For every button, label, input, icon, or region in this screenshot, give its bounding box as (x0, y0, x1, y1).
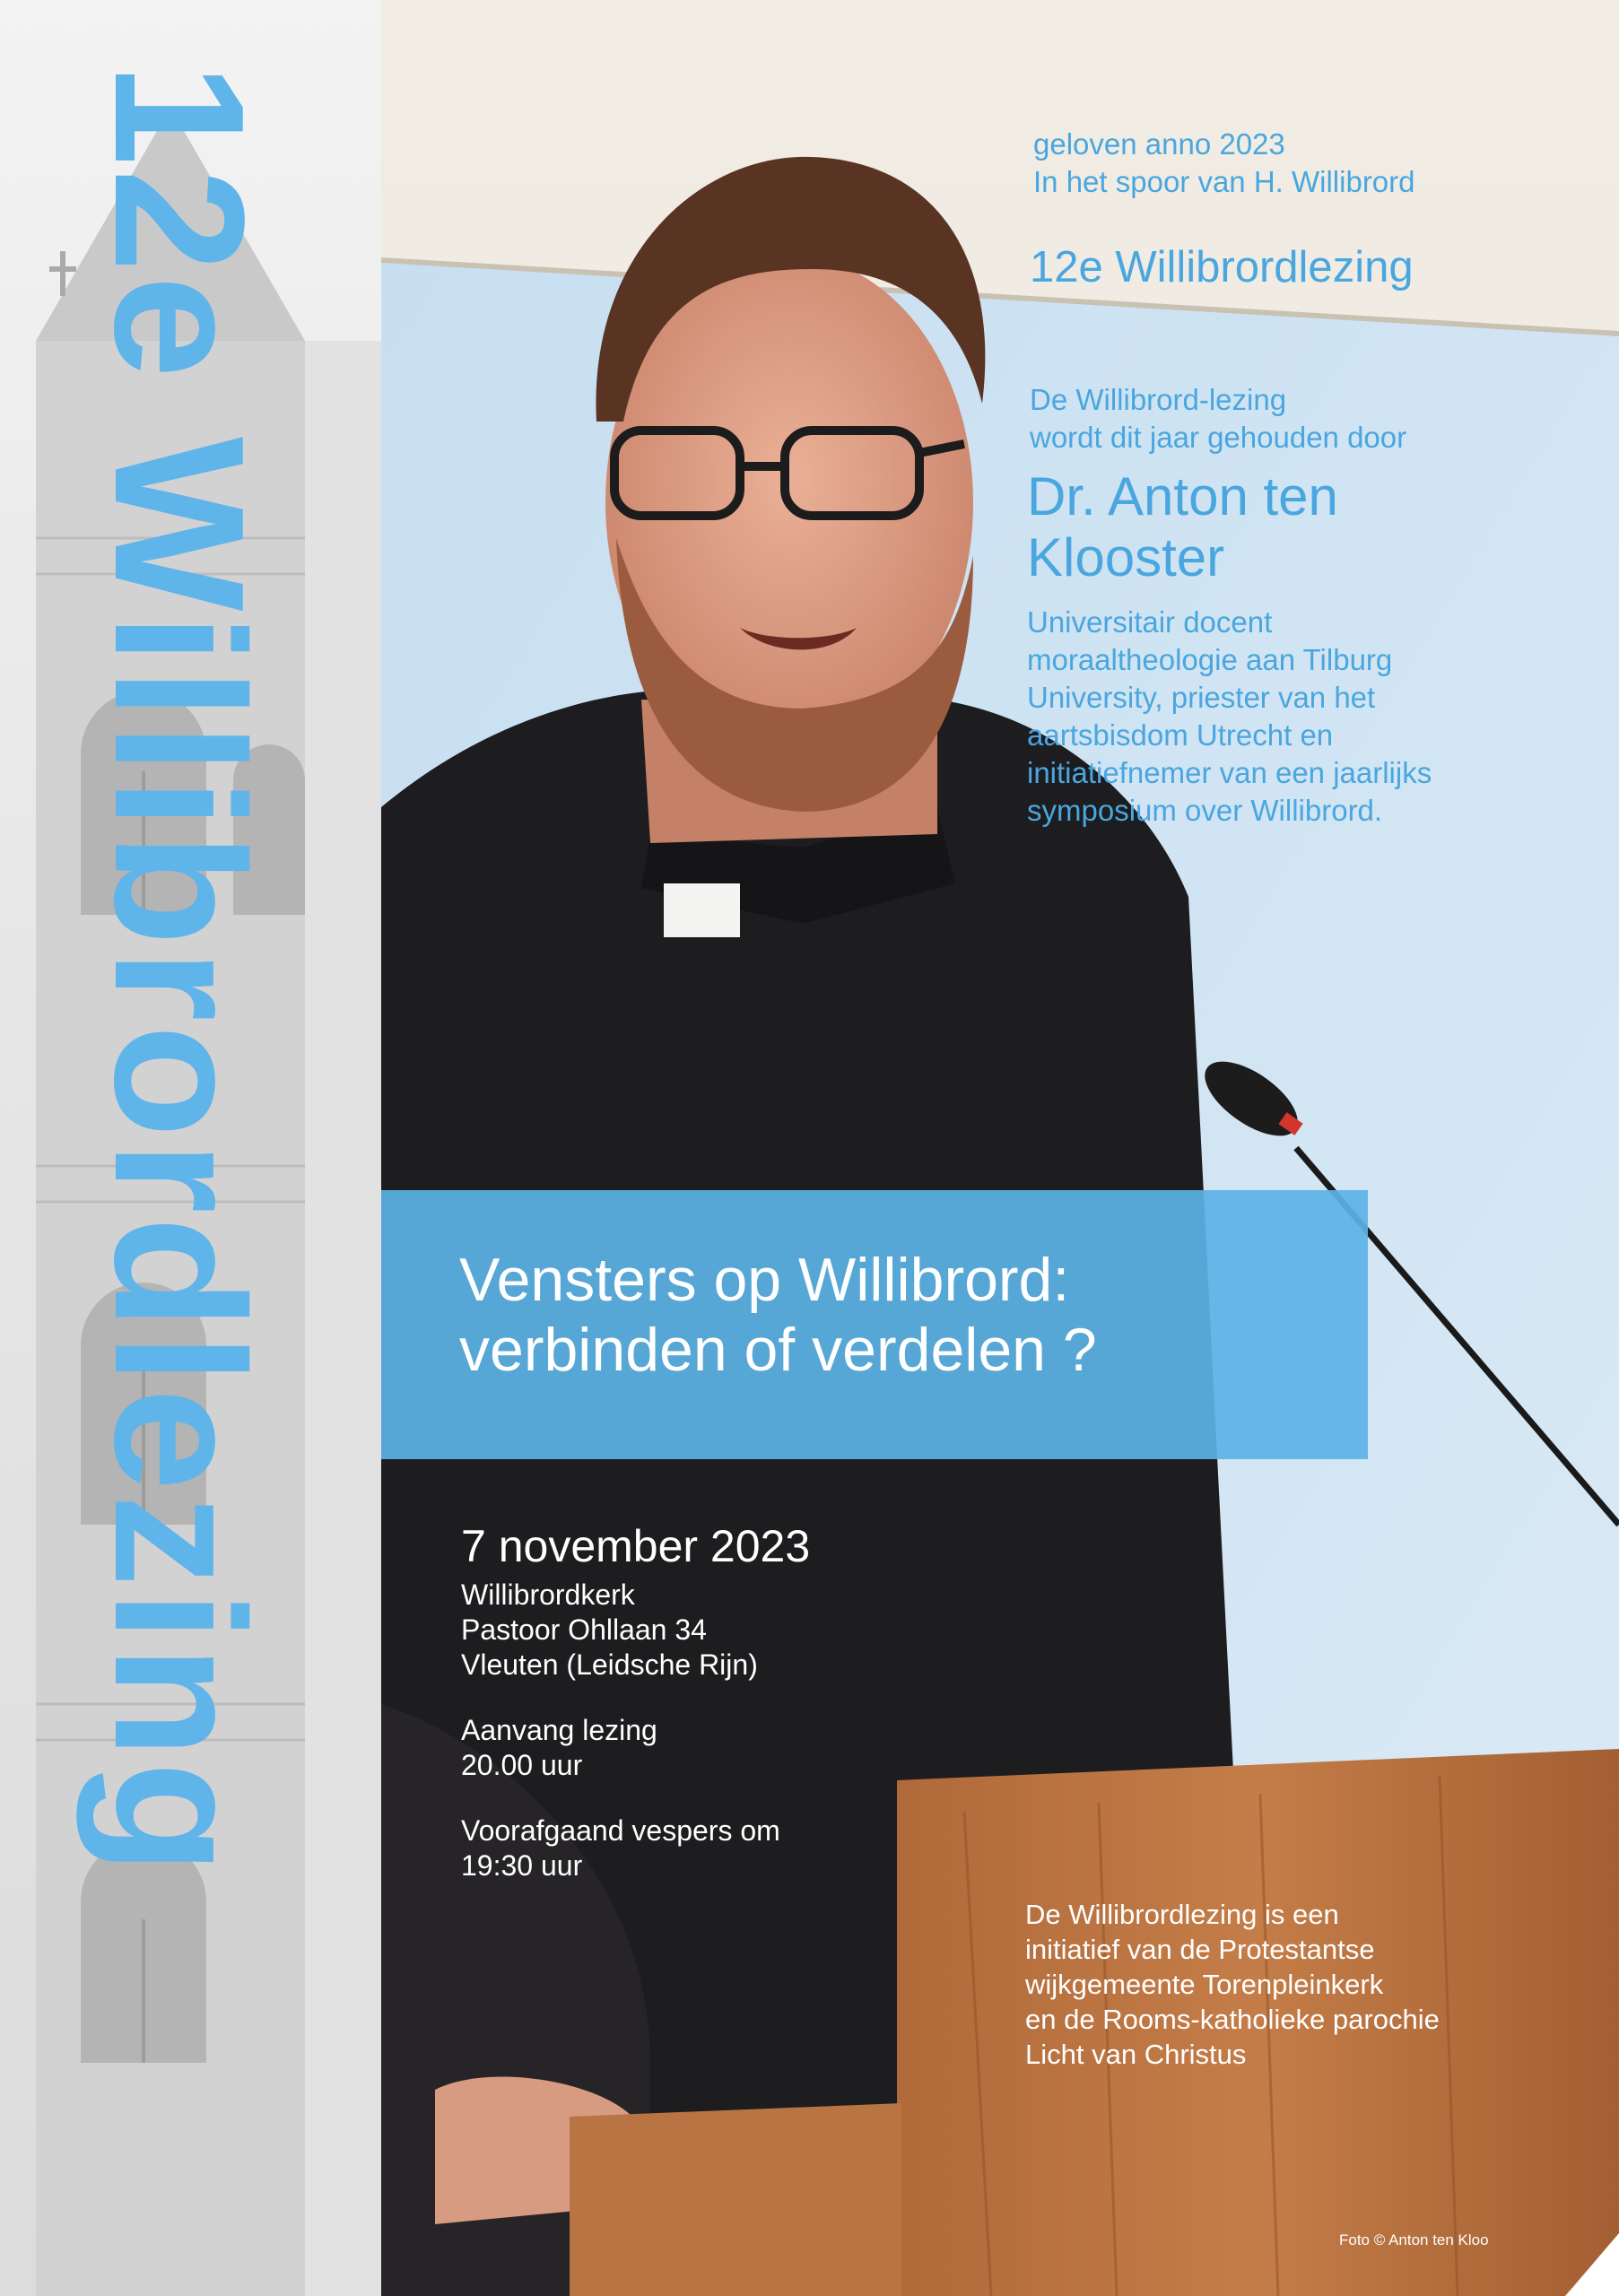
speaker-name (1027, 466, 1338, 588)
speaker-name-line-1: Dr. Anton ten (1027, 466, 1338, 526)
speaker-name-line-2: Klooster (1027, 527, 1225, 587)
lecture-title-line-1: Vensters op Willibrord: (459, 1246, 1070, 1314)
bio-line: symposium over Willibrord. (1027, 794, 1383, 827)
lecture-title-line-2: verbinden of verdelen ? (459, 1316, 1097, 1384)
church-illustration-strip (0, 0, 381, 2296)
organizer-line: Licht van Christus (1025, 2039, 1247, 2070)
tagline-theme: In het spoor van H. Willibrord (1033, 165, 1415, 198)
bio-line: aartsbisdom Utrecht en (1027, 718, 1334, 752)
event-venue: Willibrordkerk (461, 1578, 635, 1611)
lecture-number: 12e Willibrordlezing (1030, 243, 1414, 291)
bio-line: moraaltheologie aan Tilburg (1027, 643, 1393, 676)
event-city: Vleuten (Leidsche Rijn) (461, 1648, 758, 1681)
intro-text (1030, 381, 1406, 457)
event-street: Pastoor Ohllaan 34 (461, 1613, 707, 1646)
header-tagline (1033, 126, 1415, 201)
bio-line: University, priester van het (1027, 681, 1376, 714)
organizer-line: De Willibrordlezing is een (1025, 1899, 1339, 1930)
intro-line-1: De Willibrord-lezing (1030, 383, 1287, 416)
intro-line-2: wordt dit jaar gehouden door (1030, 421, 1407, 454)
bio-line: initiatiefnemer van een jaarlijks (1027, 756, 1432, 789)
organizer-line: wijkgemeente Torenpleinkerk (1025, 1969, 1384, 2000)
start-label: Aanvang lezing (461, 1714, 657, 1746)
event-details (461, 1520, 810, 1883)
organizer-line: initiatief van de Protestantse (1025, 1934, 1375, 1965)
organizer-line: en de Rooms-katholieke parochie (1025, 2004, 1440, 2035)
photo-credit: Foto © Anton ten Kloo (1339, 2231, 1489, 2248)
vespers-label: Voorafgaand vespers om (461, 1814, 780, 1847)
start-time: 20.00 uur (461, 1749, 583, 1781)
vespers-time: 19:30 uur (461, 1849, 583, 1882)
organizer-note (1025, 1897, 1440, 2072)
lecture-title (459, 1245, 1097, 1385)
vertical-title: 12e Willibrordlezing (76, 63, 283, 1879)
page-curl-icon (1565, 2233, 1619, 2296)
speaker-bio (1027, 604, 1432, 830)
event-date: 7 november 2023 (461, 1521, 811, 1571)
bio-line: Universitair docent (1027, 605, 1273, 639)
tagline-year: geloven anno 2023 (1033, 127, 1285, 161)
